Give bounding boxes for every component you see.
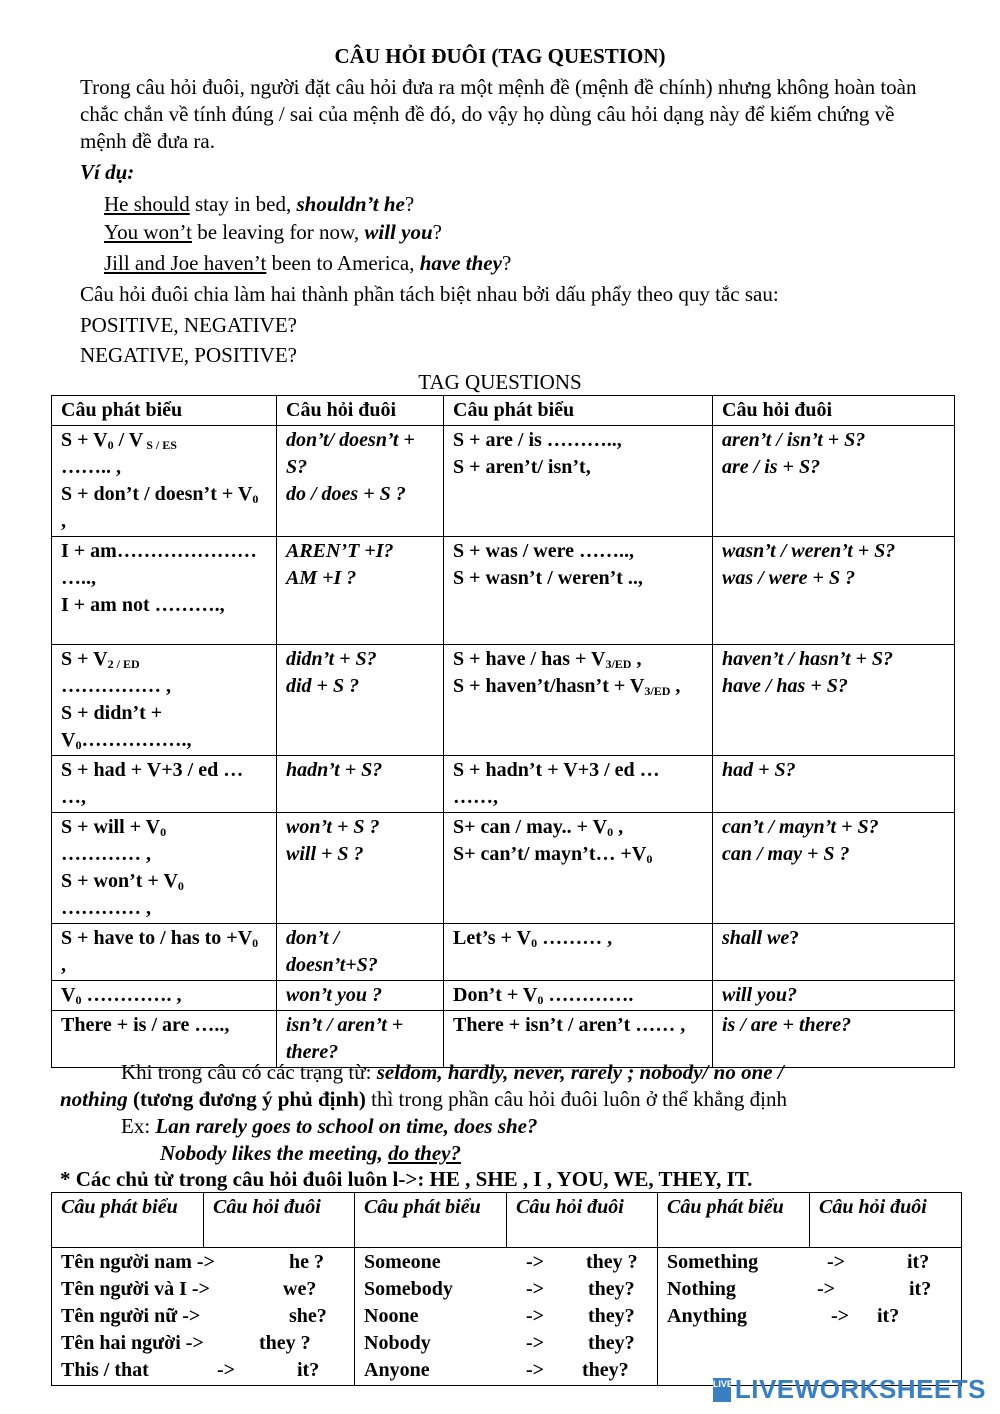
example-end: ? bbox=[501, 251, 512, 275]
table-cell: wasn’t / weren’t + S? was / were + S ? bbox=[713, 537, 955, 645]
example-tag: shouldn’t he bbox=[296, 192, 405, 216]
subjects-table bbox=[51, 1192, 962, 1386]
table-cell: will you? bbox=[713, 981, 955, 1011]
table-row bbox=[52, 756, 955, 813]
table-cell: Let’s + $V_0$ ……… , bbox=[444, 924, 713, 981]
liveworksheets-logo bbox=[713, 1374, 986, 1405]
column-header: Câu hỏi đuôi bbox=[204, 1193, 355, 1248]
table-cell: don’t/ doesn’t + S? do / does + S ? bbox=[277, 426, 444, 537]
table-row bbox=[52, 1248, 962, 1386]
table-cell: S + will + $V_0$ ………… , S + won’t + $V_0$ ………… , bbox=[52, 813, 277, 924]
table-cell: won’t you ? bbox=[277, 981, 444, 1011]
column-header: Câu phát biểu bbox=[355, 1193, 507, 1248]
column-header: Câu hỏi đuôi bbox=[713, 396, 955, 426]
example-tag: have they bbox=[419, 251, 502, 275]
table-cell bbox=[355, 1248, 658, 1386]
example-label: Ví dụ: bbox=[80, 160, 135, 184]
note-adverbs: seldom, hardly, never, rarely ; nobody/ no one / bbox=[376, 1060, 784, 1084]
table-row bbox=[52, 645, 955, 756]
example-rest: be leaving for now, bbox=[191, 220, 365, 244]
table-cell: There + is / are ….., bbox=[52, 1011, 277, 1068]
column-header: Câu phát biểu bbox=[658, 1193, 810, 1248]
list-item: Tên người nữ -> she? bbox=[61, 1305, 327, 1327]
table-cell: Don’t + $V_0$ …………. bbox=[444, 981, 713, 1011]
column-header: Câu phát biểu bbox=[444, 396, 713, 426]
table-cell: had + S? bbox=[713, 756, 955, 813]
table-cell: won’t + S ? will + S ? bbox=[277, 813, 444, 924]
table-row bbox=[52, 981, 955, 1011]
table-cell: can’t / mayn’t + S? can / may + S ? bbox=[713, 813, 955, 924]
table-cell: $V_0$ …………. , bbox=[52, 981, 277, 1011]
list-item: This / that -> it? bbox=[61, 1359, 320, 1381]
note-nothing: nothing bbox=[60, 1087, 128, 1111]
list-item: Anything -> it? bbox=[667, 1305, 900, 1327]
example-subject: Jill and Joe haven’t bbox=[104, 251, 267, 275]
list-item: Tên hai người -> they ? bbox=[61, 1332, 311, 1354]
table-cell bbox=[658, 1248, 962, 1386]
note-bold: (tương đương ý phủ định) bbox=[127, 1087, 366, 1111]
ex-sentence: Nobody likes the meeting, bbox=[160, 1141, 389, 1165]
column-header: Câu phát biểu bbox=[52, 396, 277, 426]
note-suffix: thì trong phần câu hỏi đuôi luôn ở thể khẳng định bbox=[365, 1087, 787, 1111]
note-example-2 bbox=[160, 1141, 461, 1166]
table-cell: S + had + V+3 / ed … …, bbox=[52, 756, 277, 813]
intro-paragraph: Trong câu hỏi đuôi, người đặt câu hỏi đưa ra một mệnh đề (mệnh đề chính) nhưng không hoàn toàn chắc chắn về tính đúng / sai của mệnh đề đó, do vậy họ dùng câu hỏi dạng này để kiếm chứng về mệnh đề đưa ra. bbox=[80, 75, 917, 153]
table-cell: S + was / were …….., S + wasn’t / weren’t .., bbox=[444, 537, 713, 645]
list-item: Tên người và I -> we? bbox=[61, 1278, 317, 1300]
note-line-1 bbox=[121, 1060, 784, 1085]
example-rest: been to America, bbox=[266, 251, 420, 275]
note-line-2 bbox=[60, 1087, 787, 1112]
list-item: Somebody -> they? bbox=[364, 1278, 635, 1300]
example-end: ? bbox=[432, 220, 442, 244]
subject-rule: * Các chủ từ trong câu hỏi đuôi luôn l->: HE , SHE , I , YOU, WE, THEY, IT. bbox=[60, 1167, 753, 1191]
table-cell: isn’t / aren’t + there? bbox=[277, 1011, 444, 1068]
example-rest: stay in bed, bbox=[189, 192, 297, 216]
ex-label: Ex: bbox=[121, 1114, 156, 1138]
table-cell: S + are / is ……….., S + aren’t/ isn’t, bbox=[444, 426, 713, 537]
table-cell: There + isn’t / aren’t …… , bbox=[444, 1011, 713, 1068]
example-sentence-1 bbox=[104, 192, 414, 217]
table-cell: shall we? bbox=[713, 924, 955, 981]
example-end: ? bbox=[404, 192, 415, 216]
example-subject: He should bbox=[104, 192, 190, 216]
table-cell: don’t / doesn’t+S? bbox=[277, 924, 444, 981]
example-subject: You won’t bbox=[104, 220, 192, 244]
table-cell: I + am………………… ….., I + am not ………., bbox=[52, 537, 277, 645]
tag-questions-table bbox=[51, 395, 955, 1068]
list-item: Anyone -> they? bbox=[364, 1359, 629, 1381]
list-item: Nothing -> it? bbox=[667, 1278, 932, 1300]
column-header: Câu phát biểu bbox=[52, 1193, 204, 1248]
list-item: Something -> it? bbox=[667, 1251, 930, 1273]
logo-text: LIVEWORKSHEETS bbox=[734, 1374, 986, 1404]
column-header: Câu hỏi đuôi bbox=[277, 396, 444, 426]
rule-positive-negative: POSITIVE, NEGATIVE? bbox=[80, 313, 297, 337]
table-row bbox=[52, 924, 955, 981]
table-cell: $S + V_0 / V$ $_{S / ES}$ …….. , S + don’t / doesn’t + $V_0$ , bbox=[52, 426, 277, 537]
table-cell: didn’t + S? did + S ? bbox=[277, 645, 444, 756]
ex-tag: do they? bbox=[388, 1141, 461, 1165]
table-cell: is / are + there? bbox=[713, 1011, 955, 1068]
list-item: Someone -> they ? bbox=[364, 1251, 638, 1273]
table-cell: S+ can / may.. + $V_0$ , S+ can’t/ mayn’t… $+V_0$ bbox=[444, 813, 713, 924]
table-row bbox=[52, 1011, 955, 1068]
list-item: Nobody -> they? bbox=[364, 1332, 635, 1354]
example-sentence-2 bbox=[104, 220, 442, 245]
ex-sentence: Lan rarely goes to school on time, does she? bbox=[155, 1114, 538, 1138]
list-item: Noone -> they? bbox=[364, 1305, 635, 1327]
table-cell: S + hadn’t + V+3 / ed … ……, bbox=[444, 756, 713, 813]
note-example-1 bbox=[121, 1114, 538, 1139]
example-tag: will you bbox=[364, 220, 433, 244]
logo-icon: LIVE bbox=[713, 1378, 731, 1402]
column-header: Câu hỏi đuôi bbox=[507, 1193, 658, 1248]
rule-negative-positive: NEGATIVE, POSITIVE? bbox=[80, 343, 297, 367]
table-cell: S + have / has + $V_{3/ED}$ , S + haven’t/hasn’t + $V_{3/ED}$ , bbox=[444, 645, 713, 756]
table-cell: aren’t / isn’t + S? are / is + S? bbox=[713, 426, 955, 537]
table-cell: haven’t / hasn’t + S? have / has + S? bbox=[713, 645, 955, 756]
example-sentence-3 bbox=[104, 251, 511, 276]
tag-questions-title: TAG QUESTIONS bbox=[418, 370, 582, 394]
table-cell: S + have to / has to $+V_0$ , bbox=[52, 924, 277, 981]
table-cell: AREN’T +I? AM +I ? bbox=[277, 537, 444, 645]
table-cell: $S + V_{2 / ED}$ …………… , S + didn’t + $V_0\dots\dots\dots\dots\dots$., bbox=[52, 645, 277, 756]
table-cell bbox=[52, 1248, 355, 1386]
table-header-row bbox=[52, 1193, 962, 1248]
page-title: CÂU HỎI ĐUÔI (TAG QUESTION) bbox=[334, 44, 666, 68]
table-row bbox=[52, 537, 955, 645]
column-header: Câu hỏi đuôi bbox=[810, 1193, 962, 1248]
table-row bbox=[52, 426, 955, 537]
table-header-row bbox=[52, 396, 955, 426]
list-item: Tên người nam -> he ? bbox=[61, 1251, 324, 1273]
note-prefix: Khi trong câu có các trạng từ: bbox=[121, 1060, 377, 1084]
table-row bbox=[52, 813, 955, 924]
table-cell: hadn’t + S? bbox=[277, 756, 444, 813]
rule-intro: Câu hỏi đuôi chia làm hai thành phần tách biệt nhau bởi dấu phẩy theo quy tắc sau: bbox=[80, 282, 779, 306]
